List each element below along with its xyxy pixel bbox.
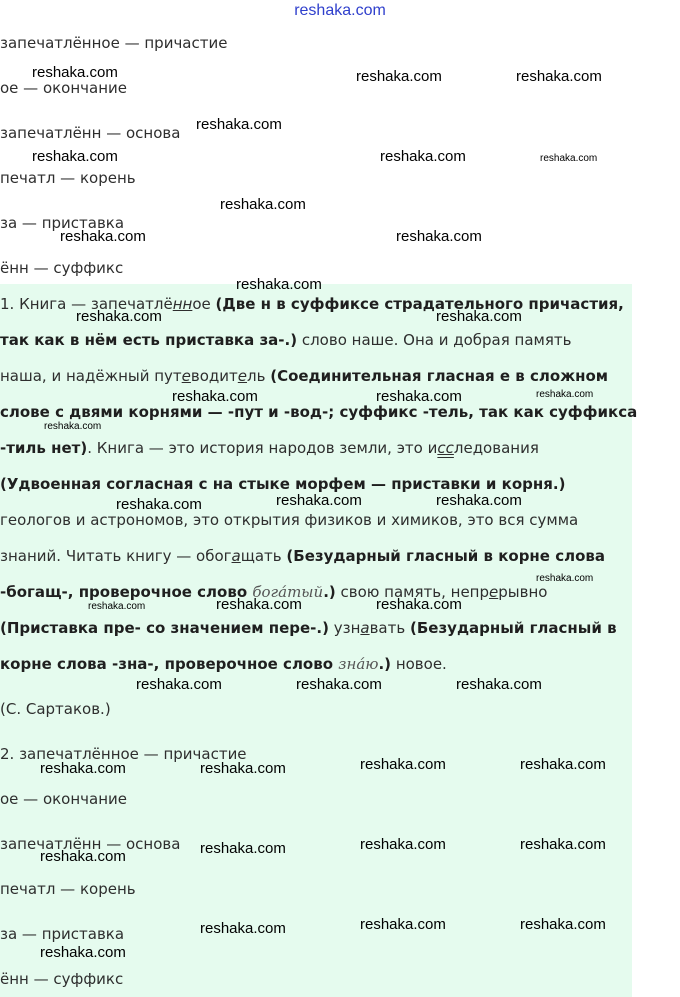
watermark: reshaka.com	[436, 492, 522, 509]
site-link[interactable]: reshaka.com	[294, 2, 386, 19]
watermark: reshaka.com	[520, 916, 606, 933]
watermark: reshaka.com	[360, 836, 446, 853]
watermark: reshaka.com	[536, 389, 594, 400]
watermark: reshaka.com	[172, 388, 258, 405]
text-line: корне слова -зна-, проверочное слово зна́ю.) новое.	[0, 655, 447, 673]
morpheme-line: ое — окончание	[0, 79, 128, 97]
watermark: reshaka.com	[76, 308, 162, 325]
watermark: reshaka.com	[44, 421, 102, 432]
morpheme-line: ённ — суффикс	[0, 970, 124, 988]
text-line: -богащ-, проверочное слово бога́тый.) свою память, непрерывно	[0, 583, 548, 601]
watermark: reshaka.com	[356, 68, 442, 85]
morpheme-line: ённ — суффикс	[0, 259, 124, 277]
watermark: reshaka.com	[376, 388, 462, 405]
text-line: (С. Сартаков.)	[0, 700, 111, 718]
watermark: reshaka.com	[40, 760, 126, 777]
morpheme-line: запечатлённое — причастие	[0, 34, 228, 52]
watermark: reshaka.com	[40, 848, 126, 865]
watermark: reshaka.com	[540, 153, 598, 164]
text-line: наша, и надёжный путеводитель (Соединительная гласная е в сложном	[0, 367, 609, 385]
watermark: reshaka.com	[116, 496, 202, 513]
watermark: reshaka.com	[136, 676, 222, 693]
watermark: reshaka.com	[436, 308, 522, 325]
morpheme-line: за — приставка	[0, 925, 125, 943]
text-line: 1. Книга — запечатлённое (Две н в суффиксе страдательного причастия,	[0, 295, 624, 313]
text-line: так как в нём есть приставка за-.) слово наше. Она и добрая память	[0, 331, 572, 349]
text-line: геологов и астрономов, это открытия физиков и химиков, это вся сумма	[0, 511, 579, 529]
text-line: слове с двями корнями — -пут и -вод-; суффикс -тель, так как суффикса	[0, 403, 638, 421]
text-line: знаний. Читать книгу — обогащать (Безударный гласный в корне слова	[0, 547, 605, 565]
watermark: reshaka.com	[32, 64, 118, 81]
watermark: reshaka.com	[376, 596, 462, 613]
watermark: reshaka.com	[456, 676, 542, 693]
watermark: reshaka.com	[360, 916, 446, 933]
watermark: reshaka.com	[236, 276, 322, 293]
watermark: reshaka.com	[200, 840, 286, 857]
watermark: reshaka.com	[88, 601, 146, 612]
watermark: reshaka.com	[536, 573, 594, 584]
morpheme-line: 2. запечатлённое — причастие	[0, 745, 247, 763]
morpheme-line: запечатлённ — основа	[0, 124, 181, 142]
watermark: reshaka.com	[380, 148, 466, 165]
morpheme-line: запечатлённ — основа	[0, 835, 181, 853]
morpheme-line: печатл — корень	[0, 880, 136, 898]
watermark: reshaka.com	[60, 228, 146, 245]
text-line: -тиль нет). Книга — это история народов земли, это исследования	[0, 439, 539, 457]
watermark: reshaka.com	[40, 944, 126, 961]
watermark: reshaka.com	[520, 756, 606, 773]
watermark: reshaka.com	[216, 596, 302, 613]
watermark: reshaka.com	[32, 148, 118, 165]
watermark: reshaka.com	[220, 196, 306, 213]
watermark: reshaka.com	[200, 760, 286, 777]
watermark: reshaka.com	[196, 116, 282, 133]
watermark: reshaka.com	[276, 492, 362, 509]
morpheme-line: печатл — корень	[0, 169, 136, 187]
watermark: reshaka.com	[516, 68, 602, 85]
morpheme-line: за — приставка	[0, 214, 125, 232]
watermark: reshaka.com	[200, 920, 286, 937]
watermark: reshaka.com	[296, 676, 382, 693]
watermark: reshaka.com	[396, 228, 482, 245]
watermark: reshaka.com	[520, 836, 606, 853]
morpheme-line: ое — окончание	[0, 790, 128, 808]
watermark: reshaka.com	[360, 756, 446, 773]
text-line: (Удвоенная согласная с на стыке морфем — приставки и корня.)	[0, 475, 566, 493]
text-line: (Приставка пре- со значением пере-.) узнавать (Безударный гласный в	[0, 619, 617, 637]
